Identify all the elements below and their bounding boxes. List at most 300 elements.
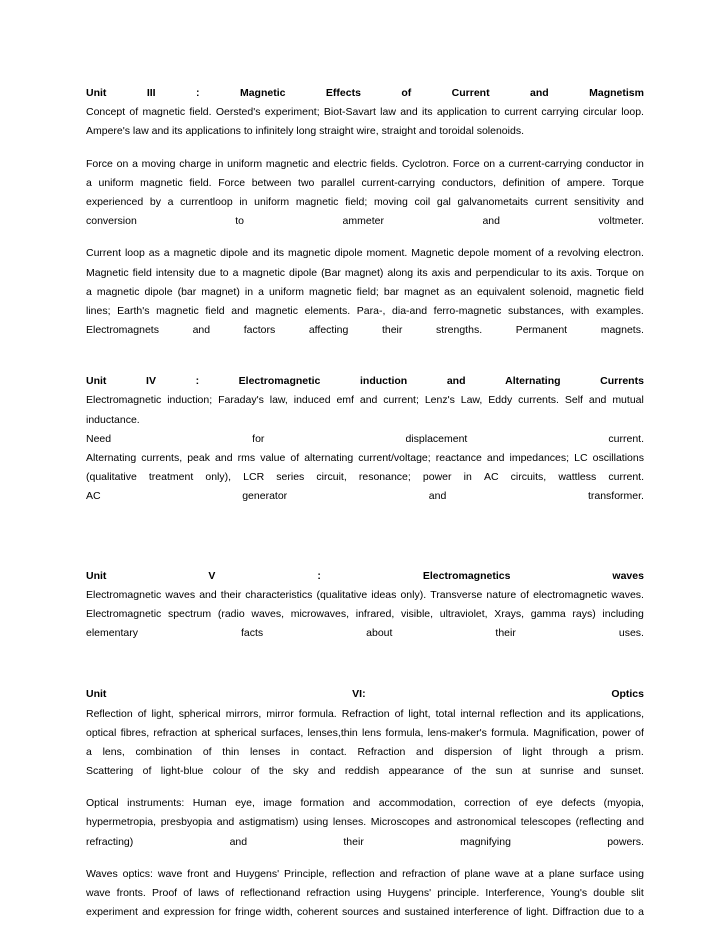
- word: in: [239, 195, 248, 208]
- word: magnetic: [265, 157, 309, 170]
- word: appearance: [388, 765, 445, 778]
- word: optical: [86, 726, 117, 739]
- paragraph-line: [86, 724, 644, 743]
- word: electron.: [603, 247, 644, 260]
- word: magnetic: [576, 285, 620, 298]
- word: coil: [414, 195, 431, 208]
- word: Proof: [151, 887, 178, 899]
- word: currents.: [518, 394, 559, 407]
- word: uniform: [254, 195, 290, 208]
- word: (radio: [217, 607, 245, 620]
- word: of: [183, 887, 192, 899]
- word: waves: [165, 588, 196, 601]
- word: and: [379, 867, 398, 880]
- word: hypermetropia,: [86, 816, 157, 829]
- word: the: [268, 765, 284, 778]
- word: field;: [345, 195, 368, 208]
- word: current-carrying: [508, 157, 583, 170]
- word: magnet): [344, 266, 384, 279]
- word: as: [444, 285, 456, 298]
- word: of: [250, 765, 260, 778]
- word: contact.: [309, 745, 347, 758]
- word: gamma: [530, 607, 566, 620]
- word: eye: [535, 797, 553, 810]
- word: laws: [198, 887, 220, 899]
- word: their: [495, 627, 516, 640]
- word: charge: [179, 157, 212, 170]
- word: Scattering: [86, 765, 134, 778]
- word: formula.: [491, 726, 530, 739]
- unit-heading: [86, 567, 644, 586]
- word: to: [219, 266, 229, 279]
- word: galvanometaits: [457, 195, 529, 208]
- paragraph-line: [86, 244, 644, 263]
- word: plane: [464, 867, 491, 880]
- word: Magnification,: [533, 726, 599, 739]
- word: perpendicular: [475, 266, 540, 279]
- word: field: [205, 304, 225, 317]
- word: waves,: [251, 607, 285, 620]
- word: sustained: [404, 906, 450, 919]
- word: due: [198, 266, 216, 279]
- word: substances,: [508, 304, 565, 317]
- word: and: [434, 816, 452, 829]
- word: of: [520, 588, 530, 601]
- word: of: [453, 765, 463, 778]
- word: dispersion: [444, 745, 493, 758]
- word: with: [570, 304, 590, 317]
- word: magnet: [404, 285, 440, 298]
- word: optics:: [122, 867, 153, 880]
- word: voltmeter.: [598, 215, 644, 228]
- word: lens: [361, 726, 382, 739]
- word: and: [486, 452, 505, 464]
- word: defects: [561, 797, 596, 810]
- word: Refraction: [357, 745, 406, 758]
- word: interference: [453, 906, 510, 919]
- word: ampere.: [566, 176, 606, 189]
- paragraph-line: [86, 705, 644, 724]
- word: spherical: [178, 707, 221, 720]
- word: alternating: [304, 452, 354, 464]
- word: electromagnetic: [533, 588, 608, 601]
- word: V: [208, 569, 216, 582]
- word: only).: [400, 588, 427, 601]
- word: Electromagnetic: [86, 588, 162, 601]
- word: uniform: [268, 285, 304, 298]
- word: reflectionand: [240, 887, 301, 899]
- word: series: [276, 471, 305, 484]
- word: in: [463, 471, 472, 484]
- word: axis: [431, 266, 451, 279]
- word: of: [129, 106, 139, 119]
- paragraph-line: [86, 193, 644, 212]
- word: in: [244, 285, 254, 298]
- word: fibres,: [120, 726, 150, 739]
- word: and: [482, 215, 500, 228]
- paragraph-line: [86, 903, 644, 922]
- word: Electromagnets: [86, 324, 159, 337]
- word: eye,: [235, 797, 255, 810]
- word: depole: [457, 247, 490, 260]
- word: on: [116, 157, 129, 170]
- word: current.: [608, 432, 644, 445]
- word: currents,: [141, 452, 183, 464]
- word: lens-maker's: [427, 726, 487, 739]
- word: uniform: [227, 157, 263, 170]
- word: applications,: [585, 707, 644, 720]
- word: light,: [151, 707, 174, 720]
- word: of: [502, 745, 512, 758]
- word: Torque: [596, 266, 629, 279]
- paragraph-line: [86, 321, 644, 340]
- word: its: [570, 707, 581, 720]
- word: magnetic: [173, 247, 217, 260]
- word: its: [422, 106, 433, 119]
- word: induction: [359, 375, 408, 388]
- unit-heading: [86, 372, 644, 391]
- word: Huygens': [387, 887, 432, 899]
- word: astronomical: [456, 816, 517, 829]
- word: to: [491, 106, 501, 119]
- word: LCR: [243, 471, 265, 484]
- word: the: [471, 765, 487, 778]
- word: current-carrying: [361, 176, 436, 189]
- word: :: [195, 375, 200, 388]
- word: magnetic: [287, 247, 331, 260]
- word: its: [273, 247, 285, 260]
- word: between: [251, 176, 292, 189]
- word: parallel: [321, 176, 355, 189]
- word: visible,: [400, 607, 434, 620]
- word: to: [543, 266, 553, 279]
- word: Currents: [600, 375, 644, 388]
- word: and: [454, 266, 472, 279]
- word: spectrum: [167, 607, 212, 620]
- word: :: [317, 569, 321, 582]
- word: Lenz's: [424, 394, 455, 407]
- word: elements.: [304, 304, 351, 317]
- word: Force: [218, 176, 246, 189]
- word: Electromagnetic: [86, 394, 162, 407]
- word: powers.: [607, 835, 644, 848]
- word: Microscopes: [370, 816, 430, 829]
- word: slit: [630, 887, 644, 899]
- word: experiment;: [264, 106, 320, 119]
- word: a: [638, 906, 644, 919]
- word: including: [602, 607, 644, 620]
- word: VI:: [352, 688, 366, 701]
- word: of: [202, 745, 212, 758]
- word: of: [225, 887, 235, 899]
- word: Magnetic: [86, 266, 129, 279]
- word: front: [187, 867, 209, 880]
- word: current/voltage;: [358, 452, 431, 464]
- word: equivalent: [476, 285, 525, 298]
- paragraph-line: [86, 468, 644, 487]
- word: sky: [292, 765, 309, 778]
- word: lens,: [102, 745, 125, 758]
- word: Magnetic: [239, 87, 286, 99]
- word: moment.: [366, 247, 408, 260]
- paragraph-line: [86, 762, 644, 781]
- word: a: [538, 867, 544, 880]
- word: lenses,thin: [307, 726, 358, 739]
- word: circuit,: [316, 471, 347, 484]
- word: of: [394, 707, 404, 720]
- word: current: [534, 195, 568, 208]
- word: uses.: [618, 627, 644, 640]
- word: Electromagnetics: [422, 569, 511, 582]
- word: Effects: [325, 87, 361, 99]
- word: coherent: [296, 906, 338, 919]
- word: in: [635, 157, 644, 170]
- word: experienced: [86, 195, 144, 208]
- word: and: [317, 765, 336, 778]
- word: and: [530, 87, 549, 99]
- paragraph-line: [86, 212, 644, 231]
- word: axis.: [570, 266, 593, 279]
- word: field.: [189, 176, 212, 189]
- word: telescopes: [520, 816, 571, 829]
- word: principle.: [437, 887, 480, 899]
- word: field: [624, 285, 644, 298]
- word: internal: [460, 707, 495, 720]
- word: refraction: [402, 867, 446, 880]
- word: accommodation,: [378, 797, 456, 810]
- word: magnet): [201, 285, 240, 298]
- word: total: [435, 707, 456, 720]
- word: :: [196, 87, 200, 99]
- word: wave: [86, 887, 111, 899]
- word: presbyopia: [160, 816, 213, 829]
- word: law,: [269, 394, 288, 407]
- word: wave: [495, 867, 520, 880]
- word: fringe: [235, 906, 262, 919]
- word: of: [401, 87, 412, 99]
- word: rays): [572, 607, 596, 620]
- paragraph-line: [86, 605, 644, 624]
- word: (bar: [177, 285, 197, 298]
- word: formation: [300, 797, 345, 810]
- paragraph-line: [86, 884, 644, 903]
- word: Electromagnetic: [238, 375, 321, 388]
- word: plane: [548, 867, 575, 880]
- paragraph-line: [86, 174, 644, 193]
- word: circular: [583, 106, 617, 119]
- word: spherical: [214, 726, 257, 739]
- paragraph-line: [86, 624, 644, 643]
- word: lines;: [86, 304, 111, 317]
- word: field.: [189, 106, 212, 119]
- word: dipole: [220, 247, 249, 260]
- word: formula,: [385, 726, 424, 739]
- word: of: [142, 765, 152, 778]
- word: Biot-Savart: [323, 106, 376, 119]
- word: ferro-magnetic: [433, 304, 502, 317]
- word: reflection: [499, 707, 543, 720]
- word: using: [303, 816, 329, 829]
- word: a: [132, 157, 138, 170]
- word: of: [518, 797, 528, 810]
- word: and: [213, 867, 231, 880]
- word: oscillations: [592, 452, 644, 464]
- word: and: [382, 906, 401, 919]
- word: Electromagnetic: [86, 607, 162, 620]
- word: Xrays,: [494, 607, 525, 620]
- word: and: [216, 816, 235, 829]
- word: definition: [502, 176, 545, 189]
- word: sensitivity: [574, 195, 620, 208]
- word: Self: [564, 394, 583, 407]
- word: magnifying: [460, 835, 511, 848]
- word: and: [400, 106, 418, 119]
- word: in: [215, 157, 224, 170]
- word: lenses: [249, 745, 281, 758]
- word: rms: [237, 452, 256, 464]
- word: of: [290, 452, 300, 464]
- word: fields.: [370, 157, 399, 170]
- word: bar: [383, 285, 400, 298]
- paragraph-line: [86, 794, 644, 813]
- word: examples.: [595, 304, 644, 317]
- word: to: [625, 906, 635, 919]
- word: law: [380, 106, 396, 119]
- word: as: [148, 247, 160, 260]
- word: emf: [336, 394, 354, 407]
- word: wattless: [558, 471, 597, 484]
- word: a: [167, 195, 174, 208]
- word: a: [598, 745, 605, 758]
- word: expression: [163, 906, 215, 919]
- word: and: [428, 490, 447, 503]
- word: mirror: [266, 707, 294, 720]
- word: and: [252, 247, 270, 260]
- unit-heading: [86, 685, 644, 704]
- word: ammeter: [342, 215, 384, 228]
- word: a: [547, 247, 554, 260]
- paragraph-line: [86, 586, 644, 605]
- paragraph-line: [86, 813, 644, 832]
- word: Faraday's: [218, 394, 264, 407]
- word: ultraviolet,: [439, 607, 488, 620]
- paragraph-line: inductance.: [86, 413, 140, 426]
- word: astigmatism): [238, 816, 299, 829]
- word: Principle,: [284, 867, 328, 880]
- word: conversion: [86, 215, 137, 228]
- paragraph-line: [86, 833, 644, 852]
- word: Current: [451, 87, 490, 99]
- word: circuits,: [510, 471, 547, 484]
- word: its: [556, 266, 567, 279]
- word: induced: [293, 394, 331, 407]
- word: carrying: [541, 106, 579, 119]
- word: thin: [222, 745, 240, 758]
- word: AC: [483, 471, 499, 484]
- word: dipole: [289, 266, 318, 279]
- word: Young's: [550, 887, 588, 899]
- word: gal: [436, 195, 451, 208]
- word: and: [359, 394, 378, 407]
- word: Earth's: [117, 304, 150, 317]
- word: formula.: [298, 707, 337, 720]
- word: light-blue: [160, 765, 204, 778]
- word: loop: [124, 247, 145, 260]
- word: AC: [86, 490, 101, 503]
- word: to: [235, 215, 245, 228]
- word: (Bar: [321, 266, 341, 279]
- word: their: [220, 588, 242, 601]
- unit-heading: [86, 84, 644, 103]
- word: impedances;: [509, 452, 570, 464]
- word: sun: [495, 765, 513, 778]
- word: magnetic: [142, 106, 186, 119]
- word: treatment: [148, 471, 194, 484]
- word: resonance;: [358, 471, 411, 484]
- word: Oersted's: [215, 106, 261, 119]
- document-page: [86, 84, 644, 922]
- word: Diffraction: [552, 906, 600, 919]
- word: loop.: [621, 106, 644, 119]
- word: factors: [243, 324, 276, 337]
- word: light,: [408, 707, 431, 720]
- word: Reflection: [86, 707, 133, 720]
- word: instruments:: [127, 797, 185, 810]
- word: magnetic: [156, 304, 199, 317]
- word: using: [618, 867, 644, 880]
- word: Interference,: [485, 887, 545, 899]
- word: at: [524, 867, 534, 880]
- word: reddish: [344, 765, 380, 778]
- word: Permanent: [515, 324, 568, 337]
- word: Human: [192, 797, 227, 810]
- word: a: [232, 266, 239, 279]
- word: colour: [212, 765, 242, 778]
- word: Unit: [86, 87, 107, 99]
- word: for: [218, 906, 231, 919]
- word: intensity: [155, 266, 195, 279]
- word: Transverse: [430, 588, 483, 601]
- paragraph-line: [86, 865, 644, 884]
- word: and: [192, 324, 211, 337]
- word: ideas: [371, 588, 397, 601]
- word: field: [132, 266, 152, 279]
- word: current;: [383, 394, 419, 407]
- word: Need: [86, 432, 112, 445]
- word: mirrors,: [225, 707, 262, 720]
- word: moving: [141, 157, 176, 170]
- word: of: [635, 726, 644, 739]
- word: correction: [464, 797, 511, 810]
- word: a: [498, 157, 505, 170]
- word: and: [352, 797, 371, 810]
- paragraph-line: [86, 302, 644, 321]
- word: value: [260, 452, 286, 464]
- word: a: [258, 285, 264, 298]
- word: sunrise: [539, 765, 574, 778]
- paragraph-line: Ampere's law and its applications to infinitely long straight wire, straight and toroidal solenoids.: [86, 125, 524, 138]
- word: (reflecting: [575, 816, 622, 829]
- word: (qualitative: [86, 471, 137, 484]
- word: generator: [242, 490, 288, 503]
- word: prism.: [615, 745, 644, 758]
- word: solenoid,: [529, 285, 572, 298]
- word: Concept: [86, 106, 126, 119]
- word: of: [535, 247, 544, 260]
- word: Magnetic: [411, 247, 454, 260]
- word: surfaces,: [260, 726, 304, 739]
- paragraph-line: [86, 487, 644, 506]
